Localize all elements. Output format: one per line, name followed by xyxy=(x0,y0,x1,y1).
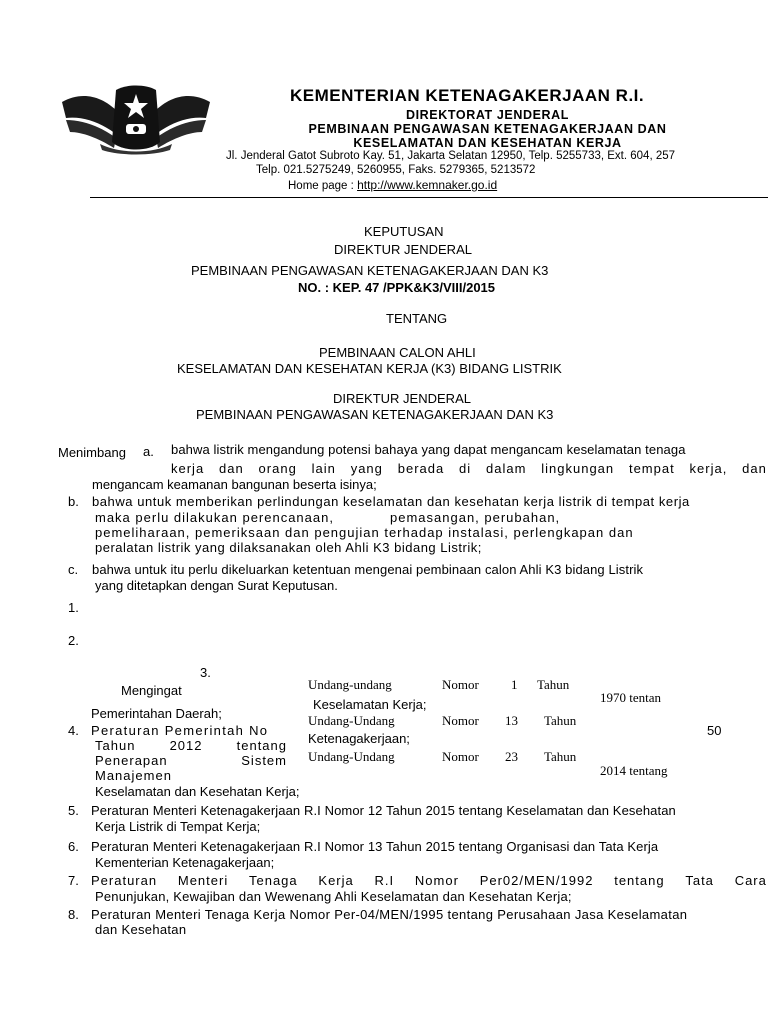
menimbang-a-line1: bahwa listrik mengandung potensi bahaya yang dapat mengancam keselamatan tenaga xyxy=(171,442,686,457)
word: Menteri xyxy=(177,873,229,888)
word: Tata xyxy=(685,873,714,888)
menimbang-b-line2a: maka perlu dilakukan perencanaan, xyxy=(95,510,334,525)
item4-line1: Peraturan Pemerintah No xyxy=(91,723,269,738)
word: Cara xyxy=(734,873,767,888)
word: lain xyxy=(311,461,336,476)
word: kerja, xyxy=(689,461,728,476)
signer-line-2: PEMBINAAN PENGAWASAN KETENAGAKERJAAN DAN K3 xyxy=(196,407,554,422)
law2-subject: Ketenagakerjaan; xyxy=(308,731,410,746)
word: berada xyxy=(397,461,445,476)
word: lingkungan xyxy=(541,461,615,476)
word: 2012 xyxy=(169,738,203,753)
menimbang-c-line2: yang ditetapkan dengan Surat Keputusan. xyxy=(95,578,338,593)
law2-number: 13 xyxy=(505,713,518,728)
item5-line1: Peraturan Menteri Ketenagakerjaan R.I Nomor 12 Tahun 2015 tentang Keselamatan dan Kesehatan xyxy=(91,803,676,818)
item7-line1 xyxy=(91,873,767,888)
word: yang xyxy=(350,461,383,476)
mengingat-num-2: 2. xyxy=(68,633,79,648)
word: Peraturan xyxy=(91,873,158,888)
word: kerja xyxy=(171,461,205,476)
word: dan xyxy=(219,461,244,476)
directorate-line-2: PEMBINAAN PENGAWASAN KETENAGAKERJAAN DAN xyxy=(308,122,667,136)
menimbang-a-line3: mengancam keamanan bangunan beserta isinya; xyxy=(92,477,377,492)
subject-line-2: KESELAMATAN DAN KESEHATAN KERJA (K3) BIDANG LISTRIK xyxy=(177,361,562,376)
menimbang-b-line1: bahwa untuk memberikan perlindungan keselamatan dan kesehatan kerja listrik di tempat kerja xyxy=(92,494,690,509)
homepage-label: Home page : xyxy=(288,180,354,192)
word: Tahun xyxy=(95,738,136,753)
law2-tahun: Tahun xyxy=(544,713,577,728)
word: Tenaga xyxy=(248,873,298,888)
item4-line4: Manajemen xyxy=(95,768,172,783)
item4-marker: 4. xyxy=(68,723,79,738)
item8-marker: 8. xyxy=(68,907,79,922)
word: R.I xyxy=(374,873,395,888)
menimbang-b-line2b: pemasangan, perubahan, xyxy=(390,510,561,525)
directorate-name: DIREKTORAT JENDERAL xyxy=(405,108,570,122)
law2-type: Undang-Undang xyxy=(308,713,395,728)
menimbang-c-marker: c. xyxy=(68,562,79,577)
word: Sistem xyxy=(241,753,287,768)
pemda-line: Pemerintahan Daerah; xyxy=(91,706,222,721)
law1-cut: 1970 tentan xyxy=(600,690,662,705)
word: tentang xyxy=(236,738,287,753)
menimbang-b-marker: b. xyxy=(68,494,79,509)
law1-cut-wrap xyxy=(600,690,700,705)
item4-number: 50 xyxy=(707,723,722,738)
decree-number: NO. : KEP. 47 /PPK&K3/VIII/2015 xyxy=(298,280,496,295)
issuer-title: DIREKTUR JENDERAL xyxy=(334,242,472,257)
signer-line-1: DIREKTUR JENDERAL xyxy=(333,391,471,406)
mengingat-label: Mengingat xyxy=(121,683,182,698)
law1-nomor: Nomor xyxy=(442,677,479,692)
ministry-name: KEMENTERIAN KETENAGAKERJAAN R.I. xyxy=(290,86,645,105)
law3-cut-wrap xyxy=(600,763,700,778)
law1-subject: Keselamatan Kerja; xyxy=(313,697,427,712)
issuer-directorate: PEMBINAAN PENGAWASAN KETENAGAKERJAAN DAN K3 xyxy=(191,263,549,278)
item5-line2: Kerja Listrik di Tempat Kerja; xyxy=(95,819,261,834)
mengingat-num-3: 3. xyxy=(200,665,211,680)
menimbang-c-line1: bahwa untuk itu perlu dikeluarkan ketentuan mengenai pembinaan calon Ahli K3 bidang Listrik xyxy=(92,562,644,577)
law1-type: Undang-undang xyxy=(308,677,392,692)
word: Penerapan xyxy=(95,753,168,768)
item7-marker: 7. xyxy=(68,873,79,888)
word: orang xyxy=(258,461,297,476)
menimbang-a-marker: a. xyxy=(143,444,154,459)
decree-heading: KEPUTUSAN xyxy=(364,224,444,239)
word: Nomor xyxy=(414,873,459,888)
address: Jl. Jenderal Gatot Subroto Kay. 51, Jakarta Selatan 12950, Telp. 5255733, Ext. 604, 257 xyxy=(226,150,676,162)
item6-marker: 6. xyxy=(68,839,79,854)
subject-line-1: PEMBINAAN CALON AHLI xyxy=(319,345,476,360)
phone-fax: Telp. 021.5275249, 5260955, Faks. 5279365, 5213572 xyxy=(256,164,536,176)
law3-nomor: Nomor xyxy=(442,749,479,764)
item7-line2: Penunjukan, Kewajiban dan Wewenang Ahli Keselamatan dan Kesehatan Kerja; xyxy=(95,889,572,904)
word: Per02/MEN/1992 xyxy=(479,873,594,888)
law3-type: Undang-Undang xyxy=(308,749,395,764)
item6-line2: Kementerian Ketenagakerjaan; xyxy=(95,855,275,870)
menimbang-b-line4: peralatan listrik yang dilaksanakan oleh Ahli K3 bidang Listrik; xyxy=(95,540,482,555)
garuda-emblem-icon xyxy=(60,82,212,154)
item6-line1: Peraturan Menteri Ketenagakerjaan R.I Nomor 13 Tahun 2015 tentang Organisasi dan Tata Kerja xyxy=(91,839,659,854)
item5-marker: 5. xyxy=(68,803,79,818)
word: di xyxy=(459,461,472,476)
item8-line2: dan Kesehatan xyxy=(95,922,187,937)
menimbang-label: Menimbang xyxy=(58,445,126,460)
word: dan xyxy=(742,461,767,476)
word: dalam xyxy=(486,461,527,476)
directorate-line-3: KESELAMATAN DAN KESEHATAN KERJA xyxy=(353,136,622,150)
item4-line5: Keselamatan dan Kesehatan Kerja; xyxy=(95,784,300,799)
law3-number: 23 xyxy=(505,749,518,764)
item4-line3 xyxy=(95,753,287,768)
menimbang-a-line2 xyxy=(171,461,767,476)
law1-number: 1 xyxy=(511,677,518,692)
mengingat-num-1: 1. xyxy=(68,600,79,615)
item4-line2 xyxy=(95,738,287,753)
word: tempat xyxy=(628,461,675,476)
law2-nomor: Nomor xyxy=(442,713,479,728)
word: tentang xyxy=(614,873,665,888)
item8-line1: Peraturan Menteri Tenaga Kerja Nomor Per-04/MEN/1995 tentang Perusahaan Jasa Keselamatan xyxy=(91,907,688,922)
word: Kerja xyxy=(318,873,354,888)
homepage xyxy=(288,178,497,192)
letterhead-divider xyxy=(90,197,768,198)
law3-tahun: Tahun xyxy=(544,749,577,764)
homepage-link[interactable]: http://www.kemnaker.go.id xyxy=(357,178,498,192)
menimbang-b-line3: pemeliharaan, pemeriksaan dan pengujian terhadap instalasi, perlengkapan dan xyxy=(95,525,634,540)
law1-tahun: Tahun xyxy=(537,677,570,692)
law3-cut: 2014 tentang xyxy=(600,763,668,778)
tentang-heading: TENTANG xyxy=(386,311,448,326)
